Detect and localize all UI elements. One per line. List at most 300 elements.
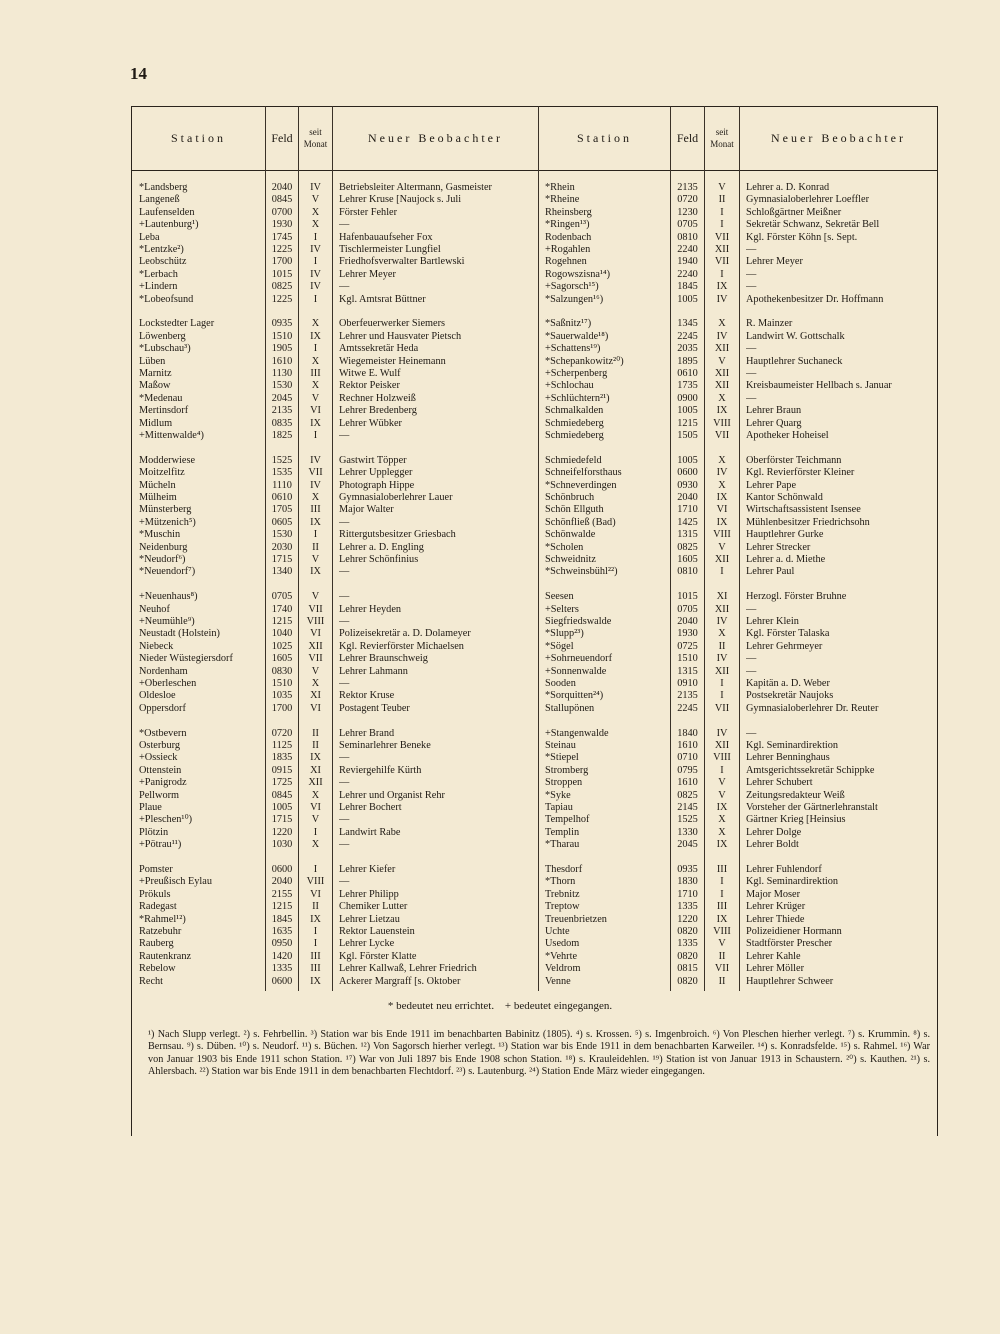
table-row — [0, 814, 1000, 826]
left-beobachter-cell: Wiegemeister Heinemann — [339, 355, 446, 367]
left-station-cell: Marnitz — [139, 368, 172, 379]
right-station-cell: Templin — [545, 826, 580, 838]
right-station-cell: *Ringen¹³) — [545, 219, 590, 231]
left-station-cell: *Ostbevern — [139, 727, 187, 739]
left-monat-cell: IV — [310, 479, 321, 491]
left-monat-cell: VI — [310, 628, 321, 640]
right-station-cell: Schönfließ (Bad) — [545, 516, 616, 528]
left-beobachter-cell: Rektor Peisker — [339, 380, 400, 392]
left-feld-cell: 0935 — [271, 318, 293, 330]
right-monat-cell: V — [718, 355, 726, 367]
left-feld-cell: 1225 — [271, 293, 293, 305]
right-feld-cell: 2145 — [677, 802, 698, 813]
left-station-cell: Oppersdorf — [139, 702, 186, 714]
right-monat-cell: XII — [714, 244, 730, 255]
right-monat-cell: VII — [714, 231, 730, 243]
left-station-cell: *Neudorf⁶) — [139, 554, 186, 565]
right-feld-cell: 1315 — [677, 529, 698, 541]
left-feld-cell: 1005 — [271, 802, 293, 813]
right-feld-cell: 1215 — [677, 417, 698, 429]
left-feld-cell: 1335 — [271, 963, 293, 975]
left-beobachter-cell: Lehrer und Organist Rehr — [339, 789, 445, 801]
left-beobachter-cell: — — [339, 591, 350, 603]
right-beobachter-cell: Gymnasialoberlehrer Loeffler — [746, 194, 870, 206]
right-monat-cell: II — [718, 194, 726, 206]
right-beobachter-cell: Gymnasialoberlehrer Dr. Reuter — [746, 702, 879, 714]
right-monat-cell: V — [718, 182, 726, 193]
table-row — [0, 480, 1000, 492]
table-row — [0, 232, 1000, 244]
right-beobachter-cell: Zeitungsredakteur Weiß — [746, 789, 845, 801]
right-monat-cell: XII — [714, 343, 730, 355]
right-beobachter-cell: Amtsgerichtssekretär Schippke — [746, 764, 875, 776]
left-monat-cell: IX — [310, 975, 321, 987]
right-station-cell: Stromberg — [545, 764, 589, 776]
left-monat-cell: X — [311, 219, 320, 231]
right-beobachter-cell: Lehrer Strecker — [746, 541, 811, 553]
table-row — [0, 529, 1000, 541]
left-beobachter-cell: — — [339, 281, 350, 293]
left-monat-cell: I — [313, 529, 318, 541]
left-feld-cell: 1215 — [271, 901, 293, 913]
left-beobachter-cell: Landwirt Rabe — [339, 826, 401, 838]
right-monat-cell: XII — [714, 603, 730, 615]
right-beobachter-cell: Lehrer Braun — [746, 405, 802, 417]
left-station-cell: Mülheim — [139, 492, 177, 503]
left-beobachter-cell: Lehrer Kallwaß, Lehrer Friedrich — [339, 963, 477, 975]
right-station-cell: *Rheine — [545, 194, 580, 206]
left-feld-cell: 0830 — [271, 665, 293, 677]
left-beobachter-cell: Betriebsleiter Altermann, Gasmeister — [339, 182, 492, 193]
left-monat-cell: IX — [310, 417, 321, 429]
right-beobachter-cell: Lehrer Gehrmeyer — [746, 640, 823, 652]
table-row — [0, 194, 1000, 206]
right-station-cell: +Sagorsch¹⁵) — [545, 281, 599, 293]
table-row — [0, 467, 1000, 479]
right-feld-cell: 2240 — [677, 268, 698, 280]
right-feld-cell: 1845 — [677, 281, 698, 293]
left-beobachter-cell: Lehrer Brand — [339, 727, 395, 739]
right-station-cell: *Scholen — [545, 541, 584, 553]
left-feld-cell: 2045 — [271, 392, 293, 404]
right-station-cell: Schönwalde — [545, 529, 596, 541]
left-monat-cell: II — [312, 727, 319, 739]
right-feld-cell: 1610 — [677, 777, 698, 789]
left-feld-cell: 1930 — [271, 219, 293, 231]
left-monat-cell: III — [310, 368, 321, 379]
right-feld-cell: 1015 — [677, 591, 698, 603]
left-beobachter-cell: — — [339, 430, 350, 441]
left-feld-cell: 1725 — [271, 777, 293, 789]
left-monat-cell: VIII — [306, 876, 325, 888]
left-station-cell: Plaue — [139, 802, 162, 813]
right-beobachter-cell: Lehrer Paul — [746, 566, 795, 578]
right-station-cell: Sooden — [545, 678, 576, 689]
right-feld-cell: 0825 — [677, 541, 698, 553]
right-monat-cell: VII — [714, 702, 730, 714]
left-monat-cell: IV — [310, 281, 321, 293]
right-station-cell: *Sorquitten²⁴) — [545, 690, 604, 702]
right-beobachter-cell: Apotheker Hoheisel — [746, 430, 829, 441]
right-station-cell: Schmiedeberg — [545, 417, 604, 429]
table-row — [0, 827, 1000, 839]
left-monat-cell: V — [311, 591, 320, 603]
right-beobachter-cell: — — [746, 244, 757, 255]
right-monat-cell: VII — [714, 256, 730, 268]
right-monat-cell: XI — [716, 591, 728, 603]
right-beobachter-cell: Landwirt W. Gottschalk — [746, 330, 845, 342]
left-feld-cell: 1845 — [271, 913, 293, 925]
table-row — [0, 182, 1000, 194]
left-monat-cell: I — [313, 231, 318, 243]
table-row — [0, 628, 1000, 640]
left-feld-cell: 0825 — [271, 281, 293, 293]
right-beobachter-cell: Kgl. Seminardirektion — [746, 740, 839, 751]
right-feld-cell: 1735 — [677, 380, 698, 392]
right-monat-cell: X — [718, 826, 726, 838]
right-station-cell: Rodenbach — [545, 231, 592, 243]
left-feld-cell: 1905 — [271, 343, 293, 355]
right-monat-cell: I — [720, 876, 724, 888]
right-monat-cell: V — [718, 938, 726, 950]
right-feld-cell: 0710 — [677, 752, 698, 764]
table-row — [0, 331, 1000, 343]
table-row — [0, 207, 1000, 219]
left-station-cell: Neuhof — [139, 603, 170, 615]
legend-closed-stations: + bedeutet eingegangen. — [504, 1000, 613, 1012]
right-feld-cell: 1330 — [677, 826, 698, 838]
left-station-cell: Pomster — [139, 864, 173, 875]
right-station-cell: Rogehnen — [545, 256, 587, 268]
right-beobachter-cell: Stadtförster Prescher — [746, 938, 833, 950]
left-beobachter-cell: Witwe E. Wulf — [339, 368, 401, 379]
right-station-cell: Steinau — [545, 740, 576, 751]
left-feld-cell: 1420 — [271, 950, 293, 962]
right-feld-cell: 0705 — [677, 219, 698, 231]
left-station-cell: Prökuls — [139, 888, 171, 900]
left-feld-cell: 1530 — [271, 380, 293, 392]
right-beobachter-cell: Apothekenbesitzer Dr. Hoffmann — [746, 293, 884, 305]
left-monat-cell: V — [311, 194, 320, 206]
left-beobachter-cell: Lehrer Lahmann — [339, 665, 408, 677]
right-station-cell: *Stiepel — [545, 752, 579, 764]
left-beobachter-cell: Tischlermeister Lungfiel — [339, 244, 441, 255]
right-station-cell: *Schweinsbühl²²) — [545, 566, 618, 578]
right-feld-cell: 1220 — [677, 913, 698, 925]
table-row — [0, 405, 1000, 417]
left-feld-cell: 0950 — [271, 938, 293, 950]
table-row — [0, 504, 1000, 516]
right-feld-cell: 2135 — [677, 182, 698, 193]
right-station-cell: Stroppen — [545, 777, 583, 789]
left-beobachter-cell: — — [339, 752, 350, 764]
left-feld-cell: 1535 — [271, 467, 293, 479]
right-beobachter-cell: Lehrer Krüger — [746, 901, 806, 913]
right-station-cell: Schmalkalden — [545, 405, 604, 417]
header-feld-right: Feld — [676, 130, 699, 145]
right-beobachter-cell: Lehrer Thiede — [746, 913, 805, 925]
left-station-cell: Pellworm — [139, 789, 180, 801]
left-station-cell: +Neumühle⁹) — [139, 616, 195, 627]
right-monat-cell: IX — [716, 405, 728, 417]
left-feld-cell: 0600 — [271, 975, 293, 987]
right-station-cell: Schön Ellguth — [545, 504, 604, 516]
left-monat-cell: V — [311, 554, 320, 565]
left-monat-cell: IX — [310, 752, 321, 764]
right-monat-cell: XII — [714, 740, 730, 751]
right-station-cell: Schmiedefeld — [545, 454, 602, 466]
right-beobachter-cell: Lehrer Boldt — [746, 839, 799, 851]
left-feld-cell: 2030 — [271, 541, 293, 553]
right-feld-cell: 1830 — [677, 876, 698, 888]
left-monat-cell: X — [311, 380, 320, 392]
right-beobachter-cell: Kapitän a. D. Weber — [746, 678, 830, 689]
table-row — [0, 740, 1000, 752]
header-station-left: Station — [170, 130, 226, 145]
right-station-cell: Rheinsberg — [545, 206, 592, 218]
right-station-cell: Siegfriedswalde — [545, 616, 612, 627]
right-station-cell: Tapiau — [545, 802, 573, 813]
left-station-cell: +Mützenich⁵) — [139, 516, 196, 528]
right-feld-cell: 0720 — [677, 194, 698, 206]
right-feld-cell: 1930 — [677, 628, 698, 640]
right-beobachter-cell: Hauptlehrer Gurke — [746, 529, 824, 541]
right-beobachter-cell: Kgl. Revierförster Kleiner — [746, 467, 855, 479]
left-feld-cell: 2155 — [271, 888, 293, 900]
left-beobachter-cell: Kgl. Amtsrat Büttner — [339, 293, 426, 305]
right-monat-cell: I — [720, 206, 724, 218]
table-row — [0, 790, 1000, 802]
right-station-cell: +Selters — [545, 603, 579, 615]
left-feld-cell: 1015 — [271, 268, 293, 280]
left-beobachter-cell: — — [339, 516, 350, 528]
right-feld-cell: 2040 — [677, 616, 698, 627]
right-beobachter-cell: Hauptlehrer Schweer — [746, 975, 834, 987]
right-station-cell: Thesdorf — [545, 864, 583, 875]
table-row — [0, 517, 1000, 529]
left-feld-cell: 1225 — [271, 244, 293, 255]
right-feld-cell: 1510 — [677, 653, 698, 665]
left-station-cell: *Lobeofsund — [139, 293, 194, 305]
table-row — [0, 914, 1000, 926]
table-row — [0, 591, 1000, 603]
right-beobachter-cell: Lehrer a. D. Konrad — [746, 182, 830, 193]
right-station-cell: +Stangenwalde — [545, 727, 609, 739]
right-monat-cell: IV — [716, 727, 728, 739]
left-feld-cell: 1025 — [271, 640, 293, 652]
left-feld-cell: 1220 — [271, 826, 293, 838]
table-row — [0, 889, 1000, 901]
table-row — [0, 318, 1000, 330]
header-feld-left: Feld — [271, 130, 293, 145]
right-monat-cell: IV — [716, 653, 728, 665]
left-beobachter-cell: Kgl. Revierförster Michaelsen — [339, 640, 464, 652]
left-feld-cell: 1740 — [271, 603, 293, 615]
left-beobachter-cell: Oberfeuerwerker Siemers — [339, 318, 446, 330]
left-monat-cell: XII — [308, 640, 323, 652]
right-feld-cell: 2045 — [677, 839, 698, 851]
right-station-cell: Uchte — [545, 926, 570, 937]
right-feld-cell: 0825 — [677, 789, 698, 801]
left-station-cell: Münsterberg — [139, 504, 192, 516]
table-row — [0, 219, 1000, 231]
left-feld-cell: 0700 — [271, 206, 293, 218]
left-station-cell: Mücheln — [139, 479, 176, 491]
left-station-cell: Osterburg — [139, 740, 180, 751]
right-feld-cell: 1505 — [677, 430, 698, 441]
left-monat-cell: X — [311, 678, 320, 689]
right-station-cell: *Vehrte — [545, 950, 578, 962]
table-row — [0, 765, 1000, 777]
table-row — [0, 566, 1000, 578]
left-beobachter-cell: Lehrer Kruse [Naujock s. Juli — [339, 194, 462, 206]
right-monat-cell: V — [718, 789, 726, 801]
left-feld-cell: 1030 — [271, 839, 293, 851]
right-beobachter-cell: Hauptlehrer Suchaneck — [746, 355, 843, 367]
right-beobachter-cell: Lehrer a. d. Miethe — [746, 554, 826, 565]
table-row — [0, 802, 1000, 814]
left-feld-cell: 2040 — [271, 876, 293, 888]
left-feld-cell: 1700 — [271, 256, 293, 268]
right-beobachter-cell: Herzogl. Förster Bruhne — [746, 591, 847, 603]
left-feld-cell: 1530 — [271, 529, 293, 541]
left-beobachter-cell: Polizeisekretär a. D. Dolameyer — [339, 628, 471, 640]
left-beobachter-cell: Chemiker Lutter — [339, 901, 408, 913]
table-row — [0, 678, 1000, 690]
table-row — [0, 876, 1000, 888]
right-station-cell: +Schattens¹⁹) — [545, 343, 601, 355]
left-beobachter-cell: Postagent Teuber — [339, 702, 410, 714]
right-station-cell: Trebnitz — [545, 888, 580, 900]
left-beobachter-cell: Lehrer Schönfinius — [339, 554, 419, 565]
left-station-cell: *Lentzke²) — [139, 244, 184, 255]
right-beobachter-cell: Lehrer Kahle — [746, 950, 801, 962]
right-beobachter-cell: — — [746, 727, 757, 739]
left-station-cell: *Rahmel¹²) — [139, 913, 186, 925]
left-monat-cell: VII — [308, 653, 323, 665]
table-row — [0, 951, 1000, 963]
left-beobachter-cell: Gymnasialoberlehrer Lauer — [339, 492, 453, 503]
right-beobachter-cell: Kgl. Förster Köhn [s. Sept. — [746, 231, 858, 243]
left-monat-cell: III — [310, 950, 321, 962]
header-monat-right: seit Monat — [710, 127, 734, 149]
right-feld-cell: 0610 — [677, 368, 698, 379]
left-beobachter-cell: Rittergutsbesitzer Griesbach — [339, 529, 456, 541]
right-station-cell: Treptow — [545, 901, 580, 913]
right-station-cell: Schmiedeberg — [545, 430, 604, 441]
left-feld-cell: 1035 — [271, 690, 293, 702]
table-row — [0, 938, 1000, 950]
right-feld-cell: 1345 — [677, 318, 698, 330]
right-feld-cell: 0810 — [677, 566, 698, 578]
left-monat-cell: X — [311, 206, 320, 218]
left-station-cell: +Pleschen¹⁰) — [139, 814, 193, 826]
right-station-cell: +Sonnenwalde — [545, 665, 607, 677]
left-station-cell: +Panigrodz — [139, 777, 187, 789]
right-feld-cell: 0815 — [677, 963, 698, 975]
left-monat-cell: IV — [310, 268, 321, 280]
right-feld-cell: 2135 — [677, 690, 698, 702]
right-monat-cell: VII — [714, 430, 730, 441]
right-feld-cell: 1335 — [677, 938, 698, 950]
right-station-cell: Stallupönen — [545, 702, 595, 714]
right-beobachter-cell: — — [746, 368, 757, 379]
right-beobachter-cell: Kreisbaumeister Hellbach s. Januar — [746, 380, 892, 392]
table-row — [0, 492, 1000, 504]
right-station-cell: Tempelhof — [545, 814, 590, 826]
table-row — [0, 430, 1000, 442]
left-monat-cell: I — [313, 826, 318, 838]
left-beobachter-cell: Rechner Holzweiß — [339, 392, 416, 404]
right-monat-cell: I — [720, 268, 724, 280]
left-station-cell: Löwenberg — [139, 330, 186, 342]
right-feld-cell: 1230 — [677, 206, 698, 218]
header-beobachter-right: Neuer Beobachter — [771, 130, 906, 145]
left-beobachter-cell: Seminarlehrer Beneke — [339, 740, 431, 751]
right-station-cell: +Rogahlen — [545, 244, 591, 255]
left-beobachter-cell: Lehrer Upplegger — [339, 467, 413, 479]
table-row — [0, 604, 1000, 616]
left-monat-cell: X — [311, 318, 320, 330]
left-monat-cell: X — [311, 789, 320, 801]
table-row — [0, 455, 1000, 467]
left-monat-cell: XI — [310, 690, 321, 702]
right-monat-cell: XII — [714, 665, 730, 677]
table-row — [0, 728, 1000, 740]
right-feld-cell: 0820 — [677, 926, 698, 937]
left-monat-cell: II — [312, 901, 319, 913]
right-beobachter-cell: — — [746, 343, 757, 355]
right-feld-cell: 1710 — [677, 888, 698, 900]
left-station-cell: Rauberg — [139, 938, 174, 950]
right-monat-cell: I — [720, 888, 724, 900]
right-monat-cell: IX — [716, 839, 728, 851]
right-beobachter-cell: — — [746, 665, 757, 677]
footnotes: ¹) Nach Slupp verlegt. ²) s. Fehrbellin. ³) Station war bis Ende 1911 im benachbarten Babinitz (1805). ⁴) s. Krossen. ⁵) s. Imgenbroich. ⁶) Von Pleschen hierher verlegt. ⁷) s. Krummin. ⁸) s. Bernsau. ⁹) s. Düben. ¹⁰) s. Neudorf. ¹¹) s. Büchen. ¹²) Von Sagorsch hierher verlegt. ¹³) Station war bis Ende 1911 in dem benachbarten Karweiler. ¹⁴) s. Konradsfelde. ¹⁵) s. Rahmel. ¹⁶) War von Januar 1903 bis Ende 1911 schon Station. ¹⁷) War von Juli 1897 bis Ende 1908 schon Station. ¹⁸) s. Krauleidehlen. ¹⁹) Station ist von Januar 1913 in Schaustern. ²⁰) s. Kauthen. ²¹) s. Ahlersbach. ²²) Station war bis Ende 1911 in dem benachbarten Flechtdorf. ²³) s. Lautenburg. ²⁴) Station Ende März wieder eingegangen. — [148, 1029, 930, 1078]
right-feld-cell: 0705 — [677, 603, 698, 615]
table-row — [0, 294, 1000, 306]
table-row — [0, 752, 1000, 764]
right-monat-cell: IV — [716, 330, 728, 342]
right-beobachter-cell: Sekretär Schwanz, Sekretär Bell — [746, 219, 880, 231]
table-row — [0, 963, 1000, 975]
left-station-cell: Neustadt (Holstein) — [139, 628, 220, 640]
right-monat-cell: I — [720, 219, 724, 231]
left-station-cell: Nieder Wüstegiersdorf — [139, 653, 233, 665]
left-feld-cell: 0600 — [271, 864, 293, 875]
right-beobachter-cell: Vorsteher der Gärtnerlehranstalt — [746, 802, 878, 813]
left-station-cell: Ratzebuhr — [139, 926, 182, 937]
left-monat-cell: VI — [310, 802, 321, 813]
left-monat-cell: V — [311, 814, 320, 826]
left-beobachter-cell: — — [339, 839, 350, 851]
right-feld-cell: 0935 — [677, 864, 698, 875]
left-monat-cell: I — [313, 343, 318, 355]
left-monat-cell: VII — [308, 603, 323, 615]
right-beobachter-cell: — — [746, 603, 757, 615]
right-monat-cell: I — [720, 566, 724, 578]
right-station-cell: +Schlochau — [545, 380, 594, 392]
left-feld-cell: 1635 — [271, 926, 293, 937]
table-row — [0, 641, 1000, 653]
right-feld-cell: 1005 — [677, 405, 698, 417]
right-beobachter-cell: Lehrer Schubert — [746, 777, 813, 789]
table-row — [0, 616, 1000, 628]
left-monat-cell: III — [310, 963, 321, 975]
left-station-cell: +Lindern — [139, 281, 178, 293]
right-beobachter-cell: Lehrer Klein — [746, 616, 799, 627]
left-feld-cell: 0610 — [271, 492, 293, 503]
